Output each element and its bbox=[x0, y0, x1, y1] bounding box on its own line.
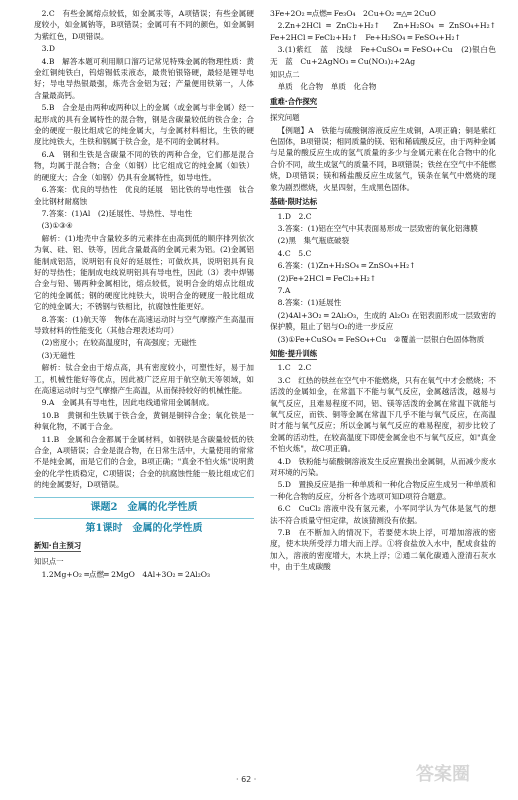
right-column bbox=[270, 8, 504, 574]
subheading-kp1: 知识点一 bbox=[34, 557, 64, 567]
answer-line: (2)黑 集气瓶底破裂 bbox=[277, 236, 350, 246]
answer-line: (3)无磁性 bbox=[41, 350, 76, 360]
answer-line: 【例题】A 铁能与硫酸铜溶液反应生成铜，A项正确；铜是紫红色固体，B项错误；相同质量的镁、铝和稀硫酸反应，由于两种金属与足量的酸反应生成的氢气质量的多少与金属元素在化合物中的化合价不同，故生成氢气的质量不同，B项错误；铁丝在空气中不能燃烧，D项错误；镁和稀盐酸反应生成氢气，镁条在氧气中燃烧的现象为剧烈燃烧，火星四射，生成黑色固体。 bbox=[270, 125, 496, 192]
answer-line: 7.答案：(1)Al (2)延展性、导热性、导电性 bbox=[41, 208, 193, 218]
answer-line: 4.C 5.C bbox=[277, 248, 312, 258]
answer-line: 1.D 2.C bbox=[277, 211, 312, 221]
answer-line: 1.C 2.C bbox=[277, 363, 312, 373]
lesson-title: 第1课时 金属的化学性质 bbox=[85, 522, 203, 534]
answer-line: 7.A bbox=[277, 285, 291, 295]
answer-line: 解析：(1)地壳中含量较多的元素排在由高到低的顺序排列依次为氧、硅、铝、铁等，因此含量最高的金属元素为铝。(2)金属铝能制成铝箔，说明铝有良好的延展性；可做炊具，说明铝具有良好的导热性；能制成电线说明铝具有导电性，因此（3）表中焊锡合金与铅、锡两种金属相比，熔点较低，说明合金的熔点比组成它的纯金属低；钢的硬度比纯铁大，说明合金的硬度一般比组成它的纯金属大；不锈钢与铁相比，抗腐蚀性能更好。 bbox=[34, 233, 254, 312]
answer-line: 8.答案：(1)航天等 物体在高速运动时与空气摩擦产生高温而导致材料的性能变化（其他合理表述均可） bbox=[34, 314, 254, 335]
answer-line: (3)①③④ bbox=[41, 221, 73, 231]
answer-line: 4.D 铁粉能与硫酸铜溶液发生反应置换出金属铜，从而减少废水对环境的污染。 bbox=[270, 456, 496, 478]
answer-line: 10.B 黄铜和生铁属于铁合金，黄铜是铜锌合金；氧化铁是一种氧化物，不属于合金。 bbox=[34, 410, 254, 432]
answer-line: 7.B 在不断加入的情况下，若要使木块上浮，可增加溶液的密度，使木块所受浮力增大而上浮。①将食盐放入水中，配成食盐的加入，溶液的密度增大，木块上浮；②通二氧化碳通入澄清石灰水中，由于生成碳酸 bbox=[270, 528, 496, 572]
answer-line: 5.D 置换反应是指一种单质和一种化合物反应生成另一种单质和一种化合物的反应，分析各个选项可知D项符合题意。 bbox=[270, 480, 496, 501]
subheading-kp2: 知识点二 bbox=[270, 70, 300, 80]
answer-line: 解析：钛合金由于熔点高，具有密度较小，可塑性好，易于加工，机械性能好等优点，因此被广泛应用于航空航天等领域，如在高速运动时与空气摩擦产生高温，从而保持较好的机械性能。 bbox=[34, 363, 254, 395]
answer-line: 4.B 解答本题可利用顺口溜巧记常见特殊金属的物理性质：黄金红铜纯铁白，钨熔锡低汞液态，最贵铂银铬硬，最轻是锂导电好；导电导热银最强，炼壳含金铝为冠；产量便用铁第一，人体含量最高钙。 bbox=[34, 56, 254, 100]
tag-ability: 知能·提升训练 bbox=[270, 348, 317, 360]
answer-line: 2.C 有些金属熔点较低，如金属汞等，A项错误；有些金属硬度较小，如金属钠等，B项错误；金属可有不同的颜色，如金属铜为紫红色，D项错误。 bbox=[34, 9, 254, 41]
subheading-explore: 探究问题 bbox=[270, 113, 300, 123]
answer-line: (2)Fe+2HCl ═ FeCl₂+H₂↑ bbox=[277, 273, 377, 283]
answer-line: 6.A 钢和生铁是含碳量不同的铁的两种合金，它们都是混合物，均属于混合物；合金（如钢）比它组成它的纯金属（如铁）的硬度大；合金（如钢）仍具有金属特性，如导电性。 bbox=[34, 149, 254, 182]
answer-line: (2)4Al+3O₂ ═ 2Al₂O₃，生成的 Al₂O₃ 在铝表面形成一层致密的保护膜，阻止了铝与O₂的进一步反应 bbox=[270, 310, 496, 332]
answer-line: 3.C 红热的铁丝在空气中不能燃烧，只有在氧气中才会燃烧；不活泼的金属如金，在常温下不能与氧气反应，金属越活泼，越易与氧气反应，且难易程度不同，铝、镁等活泼的金属在常温下就能与氧气反应，而铁、铜等金属在常温下几乎不能与氧气反应，在高温时才能与氧气反应；所以金属与氧气反应的难易程度，初步比较了金属的活动性，在较高温度下即使金属金也不与氧气反应，如"真金不怕火炼"，故C项正确。 bbox=[270, 375, 496, 454]
answer-line: 6.答案：(1)Zn+H₂SO₄ ═ ZnSO₄+H₂↑ bbox=[277, 261, 416, 271]
answer-line: 9.A 金属具有导电性，因此电线通常用金属制成。 bbox=[41, 398, 214, 408]
answer-line: 单质 化合物 单质 化合物 bbox=[277, 82, 377, 92]
answer-line: 11.B 金属和合金都属于金属材料，如钢铁是含碳量较低的铁合金，A项错误；合金是混合物，在日常生活中，大量使用的常常不是纯金属，而是它们的合金，B项正确；"真金不怕火炼"说明黄金的化学性质稳定，C项错误；合金的抗腐蚀性能一般比组成它们的纯金属要好，D项错误。 bbox=[34, 434, 254, 490]
tag-new-knowledge: 新知·自主预习 bbox=[34, 540, 81, 552]
answer-line: 2.Zn+2HCl ═ ZnCl₂+H₂↑ Zn+H₂SO₄ ═ ZnSO₄+H₂↑ Fe+2HCl ═ FeCl₂+H₂↑ Fe+H₂SO₄ ═ FeSO₄+H₂↑ bbox=[270, 21, 504, 42]
watermark-logo: 答案圈 bbox=[416, 764, 470, 785]
answer-line: 6.答案：优良的导热性 优良的延展 铝比铁的导电性强 钛合金比钢材耐腐蚀 bbox=[34, 185, 254, 206]
tag-cooperative: 重难·合作探究 bbox=[270, 96, 317, 108]
answer-line: 6.C CuCl₂ 溶液中没有氢元素，小军同学认为气体是氢气的想法不符合质量守恒定律，故该猜测没有依据。 bbox=[270, 504, 496, 525]
answer-line: 3Fe+2O₂ ═点燃═ Fe₃O₄ 2Cu+O₂ ═△═ 2CuO bbox=[270, 9, 436, 18]
answer-line: 1.2Mg+O₂ ═点燃═ 2MgO 4Al+3O₂ ═ 2Al₂O₃ bbox=[41, 569, 211, 579]
left-column bbox=[34, 8, 254, 581]
answer-line: (2)密度小；在较高温度时，有高强度；无磁性 bbox=[41, 338, 197, 348]
answer-line: 3.答案：(1)铝在空气中其表面易形成一层致密的氧化铝薄膜 bbox=[277, 223, 478, 233]
page-number: · 62 · bbox=[236, 775, 257, 784]
answer-line: (3)①Fe+CuSO₄ ═ FeSO₄+Cu ②覆盖一层银白色固体物质 bbox=[277, 334, 485, 344]
tag-basic: 基础·限时达标 bbox=[270, 196, 317, 208]
answer-line: 8.答案：(1)延展性 bbox=[277, 298, 342, 308]
answer-line: 3.D bbox=[41, 44, 55, 54]
section-title: 课题2 金属的化学性质 bbox=[34, 497, 254, 519]
answer-line: 3.(1)紫红 蓝 浅绿 Fe+CuSO₄ ═ FeSO₄+Cu (2)银白色 无 蓝 Cu+2AgNO₃ ═ Cu(NO₃)₂+2Ag bbox=[270, 45, 504, 66]
answer-line: 5.B 合金是由两种或两种以上的金属（或金属与非金属）经一起形成的具有金属特性的混合物，钢是含碳量较低的铁合金；合金的硬度一般比组成它的纯金属大，与金属材料相比，生铁的硬度比纯铁大，生铁和钢属于铁合金，是不同的金属材料。 bbox=[34, 103, 254, 147]
